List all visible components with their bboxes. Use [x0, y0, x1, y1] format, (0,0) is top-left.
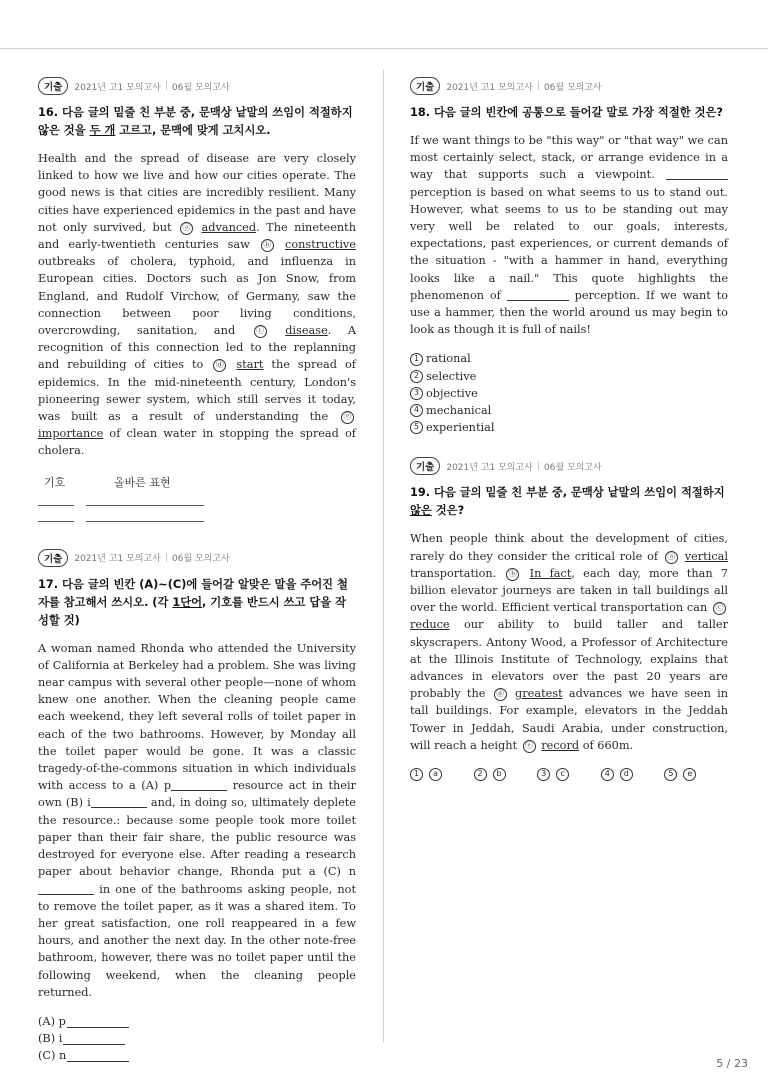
- q17-responses: [38, 1013, 356, 1065]
- page-number: 5 / 23: [716, 1057, 748, 1070]
- meta-separator: |: [536, 81, 540, 91]
- q19-choices: [410, 768, 728, 781]
- q19-choice-1[interactable]: 1 a: [410, 768, 474, 781]
- q16-month: 06월 모의고사: [171, 82, 230, 93]
- meta-separator: |: [164, 552, 168, 563]
- q18-option-2[interactable]: 2 selective: [410, 368, 728, 385]
- q18-option-1[interactable]: 1 rational: [410, 350, 728, 367]
- q19-word-e: record: [541, 738, 580, 752]
- q18-option-3[interactable]: 3 objective: [410, 385, 728, 402]
- q17-blank-b[interactable]: [91, 795, 147, 808]
- q18-tag: 기출: [410, 77, 440, 95]
- q19-choice-5[interactable]: 5 e: [664, 768, 728, 781]
- q17-meta: [38, 548, 356, 568]
- q16-mark-a: ⓐ: [180, 222, 193, 235]
- q18-passage: If we want things to be "this way" or "that way" we can most certainly select, stack, or arrange evidence in a way that supports such a viewpoint. perception is based on what seems to us to stand out. However, what seems to us to be standing out may very well be related to our goals, interests, expectations, past experiences, or current demands of the situation - "with a hammer in hand, everything looks like a nail." This quote highlights the phenomenon of perception. If we want to use a hammer, then the world around us may begin to look as though it is full of nails!: [410, 134, 728, 337]
- q19-meta: [410, 456, 728, 476]
- q18-option-5[interactable]: 5 experiential: [410, 419, 728, 436]
- right-column: [410, 76, 728, 781]
- q16-meta: [38, 76, 356, 96]
- q16-word-e: importance: [38, 427, 104, 441]
- left-column: [38, 76, 356, 1065]
- q18-month: 06월 모의고사: [543, 82, 602, 93]
- q19-choice-3[interactable]: 3 c: [537, 768, 601, 781]
- q18-title: 18. 다음 글의 빈칸에 공통으로 들어갈 말로 가장 적절한 것은?: [410, 106, 723, 119]
- q17-response-b[interactable]: (B) i: [38, 1030, 356, 1047]
- q16-title: 16. 다음 글의 밑줄 친 부분 중, 문맥상 낱말의 쓰임이 적절하지 않은 것을 두 개 고르고, 문맥에 맞게 고치시오.: [38, 106, 353, 137]
- q19-year: 2021년 고1 모의고사: [446, 462, 533, 473]
- q19-word-a: vertical: [684, 549, 728, 563]
- q19-mark-b: ⓑ: [506, 568, 519, 581]
- q17-tag: 기출: [38, 549, 68, 567]
- question-19: [410, 456, 728, 781]
- q16-mark-d: ⓓ: [213, 359, 226, 372]
- q18-option-4[interactable]: 4 mechanical: [410, 402, 728, 419]
- q17-passage: A woman named Rhonda who attended the University of California at Berkeley had a problem. She was living near campus with several other people—none of whom knew one another. When the cleaning people came each weekend, they left several rolls of toilet paper in each of the two bathrooms. However, by Monday all the toilet paper would be gone. It was a classic tragedy-of-the-commons situation in which individuals with access to a (A) p resource act in their own (B) i and, in doing so, ultimately deplete the resource.: because some people took more toilet paper than their fair share, the public resource was destroyed for everyone else. After reading a research paper about behavior change, Rhonda put a (C) n in one of the bathrooms asking people, not to remove the toilet paper, as it was a shared item. To her great satisfaction, one roll reappeared in a few hours, and another the next day. In the other note-free bathroom, however, there was no toilet paper until the following weekend, when the cleaning people returned.: [38, 641, 356, 999]
- q17-title: 17. 다음 글의 빈칸 (A)~(C)에 들어갈 알맞은 말을 주어진 철자를 참고해서 쓰시오. (각 1단어, 기호를 반드시 쓰고 답을 작성할 것): [38, 577, 348, 627]
- q18-options: [410, 350, 728, 436]
- q17-blank-a[interactable]: [171, 778, 227, 791]
- q16-answer-header: [44, 474, 356, 490]
- column-divider: [383, 70, 384, 1042]
- q16-word-b: constructive: [285, 238, 356, 252]
- q19-title-emphasis: 않은: [410, 504, 432, 518]
- header-rule: [0, 48, 768, 49]
- q16-year: 2021년 고1 모의고사: [74, 82, 161, 93]
- q19-month: 06월 모의고사: [543, 462, 602, 473]
- q19-choice-4[interactable]: 4 d: [601, 768, 665, 781]
- q19-tag: 기출: [410, 457, 440, 475]
- q16-mark-e: ⓔ: [341, 411, 354, 424]
- q17-response-a[interactable]: (A) p: [38, 1013, 356, 1030]
- q18-blank-2[interactable]: [507, 288, 569, 301]
- q16-word-c: disease: [285, 324, 328, 338]
- q16-title-emphasis: 두 개: [89, 124, 116, 137]
- q16-mark-b: ⓑ: [261, 239, 274, 252]
- q19-mark-a: ⓐ: [665, 551, 678, 564]
- q17-response-c[interactable]: (C) n: [38, 1047, 356, 1064]
- q16-mark-c: ⓒ: [254, 325, 267, 338]
- meta-separator: |: [164, 81, 168, 91]
- q16-answer-line-2[interactable]: [38, 515, 356, 522]
- q17-title-emphasis: 1단어: [172, 595, 203, 609]
- q19-passage: When people think about the development of cities, rarely do they consider the critical role of ⓐ vertical transportation. ⓑ In fact, each day, more than 7 billion elevator journeys are taken in tall buildings all over the world. Efficient vertical transportation can ⓒ reduce our ability to build taller and taller skyscrapers. Antony Wood, a Professor of Architecture at the Illinois Institute of Technology, explains that advances in elevators over the past 20 years are probably the ⓓ greatest advances we have seen in tall buildings. For example, elevators in the Jeddah Tower in Jeddah, Saudi Arabia, under construction, will reach a height ⓔ record of 660m.: [410, 532, 729, 752]
- q19-mark-c: ⓒ: [713, 602, 726, 615]
- q19-word-b: In fact: [529, 566, 572, 580]
- q16-col-symbol: 기호: [44, 475, 66, 489]
- q18-blank-1[interactable]: [666, 167, 728, 180]
- q16-word-d: start: [236, 358, 264, 372]
- q19-mark-d: ⓓ: [494, 688, 507, 701]
- q16-col-correct: 올바른 표현: [114, 475, 171, 489]
- q18-meta: [410, 76, 728, 96]
- q16-passage: Health and the spread of disease are very closely linked to how we live and how our cities operate. The good news is that cities are incredibly resilient. Many cities have experienced epidemics in the past and have not only survived, but ⓐ advanced. The nineteenth and early-twentieth centuries saw ⓑ constructive outbreaks of cholera, typhoid, and influenza in European cities. Doctors such as Jon Snow, from England, and Rudolf Virchow, of Germany, saw the connection between poor living conditions, overcrowding, sanitation, and ⓒ disease. A recognition of this connection led to the replanning and rebuilding of cities to ⓓ start the spread of epidemics. In the mid-nineteenth century, London's pioneering sewer system, which still serves it today, was built as a result of understanding the ⓔ importance of clean water in stopping the spread of cholera.: [38, 152, 357, 458]
- q17-blank-c[interactable]: [38, 882, 94, 895]
- question-16: [38, 76, 356, 522]
- q19-mark-e: ⓔ: [523, 740, 536, 753]
- q16-word-a: advanced: [201, 220, 257, 234]
- question-17: [38, 548, 356, 1065]
- q19-title: 19. 다음 글의 밑줄 친 부분 중, 문맥상 낱말의 쓰임이 적절하지 않은 것은?: [410, 486, 725, 518]
- q16-answer-line-1[interactable]: [38, 499, 356, 506]
- q17-month: 06월 모의고사: [171, 554, 230, 565]
- q19-choice-2[interactable]: 2 b: [474, 768, 538, 781]
- q17-year: 2021년 고1 모의고사: [74, 554, 161, 565]
- q16-tag: 기출: [38, 77, 68, 95]
- question-18: [410, 76, 728, 436]
- q18-year: 2021년 고1 모의고사: [446, 82, 533, 93]
- meta-separator: |: [536, 461, 540, 472]
- q19-word-c: reduce: [410, 618, 450, 632]
- q19-word-d: greatest: [515, 687, 563, 701]
